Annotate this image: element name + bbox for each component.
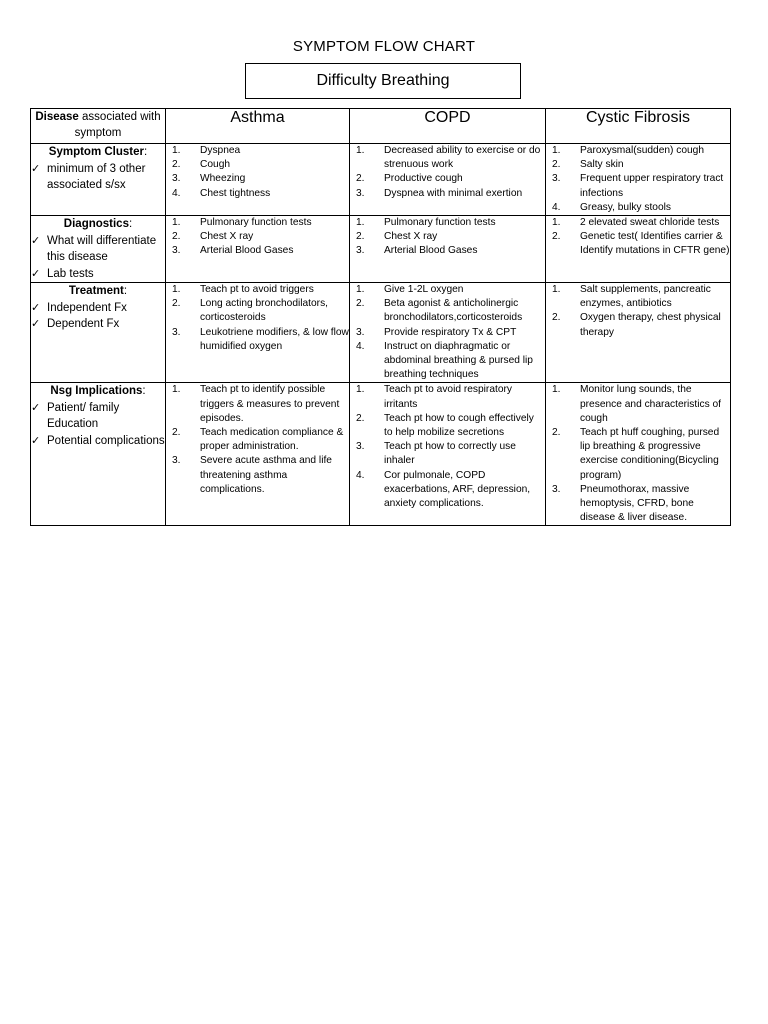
check-list bbox=[31, 300, 165, 333]
list-item bbox=[350, 469, 545, 512]
list-item-text: Decreased ability to exercise or do strenuous work bbox=[384, 145, 541, 171]
list-item bbox=[546, 283, 730, 311]
list-item bbox=[350, 440, 545, 468]
list-item-text: Leukotriene modifiers, & low flow humidified oxygen bbox=[200, 326, 349, 352]
checkmark-icon: ✓ bbox=[31, 434, 41, 447]
list-number: 3. bbox=[172, 173, 181, 185]
list-number: 3. bbox=[356, 187, 365, 199]
numbered-list bbox=[166, 144, 349, 201]
list-item-text: Give 1-2L oxygen bbox=[384, 284, 464, 296]
list-item bbox=[166, 454, 349, 497]
cell-symptom-cluster-asthma bbox=[166, 144, 350, 216]
check-item-text: Independent Fx bbox=[47, 301, 127, 314]
list-item bbox=[350, 297, 545, 325]
list-item-text: Teach medication compliance & proper administration. bbox=[200, 427, 344, 453]
disease-header-copd: COPD bbox=[350, 109, 546, 144]
list-item bbox=[350, 216, 545, 230]
list-item bbox=[546, 311, 730, 339]
list-number: 1. bbox=[172, 217, 181, 229]
row-heading-diagnostics bbox=[31, 216, 166, 283]
cell-symptom-cluster-cystic-fibrosis bbox=[546, 144, 731, 216]
header-row bbox=[31, 109, 731, 144]
list-item-text: Chest X ray bbox=[200, 231, 254, 243]
check-item bbox=[31, 400, 165, 433]
check-item-text: Potential complications bbox=[47, 434, 165, 447]
list-number: 1. bbox=[356, 145, 365, 156]
list-item bbox=[166, 426, 349, 454]
disease-header-cystic-fibrosis: Cystic Fibrosis bbox=[546, 109, 731, 144]
row-heading-nsg-implications bbox=[31, 383, 166, 526]
list-number: 2. bbox=[552, 231, 561, 243]
list-item-text: Arterial Blood Gases bbox=[200, 245, 294, 257]
list-number: 4. bbox=[552, 201, 561, 213]
list-item bbox=[166, 230, 349, 244]
row-heading-suffix: : bbox=[144, 146, 148, 158]
list-item bbox=[546, 158, 730, 172]
row-heading-treatment bbox=[31, 283, 166, 383]
list-item-text: Genetic test( Identifies carrier & Identify mutations in CFTR gene) bbox=[580, 231, 730, 257]
list-item bbox=[350, 326, 545, 340]
list-item bbox=[546, 216, 730, 230]
list-item bbox=[166, 158, 349, 172]
list-item bbox=[546, 483, 730, 526]
checkmark-icon: ✓ bbox=[31, 318, 41, 331]
list-item bbox=[166, 244, 349, 258]
numbered-list bbox=[350, 383, 545, 511]
corner-bold: Disease bbox=[35, 111, 79, 123]
list-item-text: Wheezing bbox=[200, 173, 246, 185]
list-item-text: Pulmonary function tests bbox=[200, 217, 312, 229]
list-item bbox=[166, 216, 349, 230]
list-number: 1. bbox=[172, 384, 181, 396]
row-treatment bbox=[31, 283, 731, 383]
list-item bbox=[350, 144, 545, 172]
cell-treatment-cystic-fibrosis bbox=[546, 283, 731, 383]
list-item bbox=[546, 144, 730, 158]
checkmark-icon: ✓ bbox=[31, 401, 41, 414]
numbered-list bbox=[546, 216, 730, 259]
list-item-text: Cough bbox=[200, 159, 231, 171]
row-heading-text: Diagnostics bbox=[63, 218, 129, 231]
numbered-list bbox=[546, 144, 730, 215]
list-item-text: Chest tightness bbox=[200, 187, 271, 199]
list-item-text: Cor pulmonale, COPD exacerbations, ARF, depression, anxiety complications. bbox=[384, 469, 531, 510]
list-number: 1. bbox=[356, 284, 365, 296]
cell-nsg-implications-copd bbox=[350, 383, 546, 526]
numbered-list bbox=[350, 216, 545, 259]
list-item bbox=[350, 244, 545, 258]
list-item-text: Teach pt to identify possible triggers & measures to prevent episodes. bbox=[200, 384, 340, 424]
list-number: 2. bbox=[172, 159, 181, 171]
subtitle-box bbox=[245, 63, 521, 99]
list-item bbox=[350, 340, 545, 383]
list-number: 1. bbox=[552, 145, 561, 156]
list-item bbox=[546, 172, 730, 200]
cell-treatment-copd bbox=[350, 283, 546, 383]
row-heading-suffix: : bbox=[128, 218, 133, 231]
list-number: 1. bbox=[172, 284, 181, 296]
list-number: 3. bbox=[356, 441, 365, 453]
check-list bbox=[31, 400, 165, 450]
list-item bbox=[546, 230, 730, 258]
list-item bbox=[546, 201, 730, 215]
numbered-list bbox=[546, 283, 730, 340]
list-item-text: Greasy, bulky stools bbox=[580, 201, 671, 213]
table-body bbox=[31, 144, 731, 526]
list-item-text: 2 elevated sweat chloride tests bbox=[580, 217, 720, 229]
cell-diagnostics-cystic-fibrosis bbox=[546, 216, 731, 283]
list-item bbox=[350, 412, 545, 440]
check-item bbox=[31, 266, 165, 283]
list-item bbox=[546, 426, 730, 483]
corner-rest: associated with symptom bbox=[74, 111, 161, 139]
list-item-text: Teach pt to avoid respiratory irritants bbox=[384, 384, 512, 410]
row-heading-text: Nsg Implications bbox=[50, 385, 143, 398]
check-item-text: minimum of 3 other associated s/sx bbox=[47, 162, 146, 191]
list-item-text: Dyspnea with minimal exertion bbox=[384, 187, 523, 199]
numbered-list bbox=[166, 283, 349, 354]
list-item bbox=[166, 326, 349, 354]
list-number: 2. bbox=[552, 312, 561, 324]
list-item bbox=[350, 172, 545, 186]
row-heading-text: Symptom Cluster bbox=[48, 146, 144, 158]
check-list bbox=[31, 161, 165, 194]
checkmark-icon: ✓ bbox=[31, 234, 41, 247]
check-list bbox=[31, 233, 165, 283]
list-item-text: Teach pt huff coughing, pursed lip breathing & progressive exercise conditioning(Bicycling program) bbox=[580, 427, 720, 481]
list-item-text: Teach pt how to cough effectively to help mobilize secretions bbox=[384, 412, 534, 439]
list-number: 3. bbox=[356, 245, 365, 257]
list-item-text: Monitor lung sounds, the presence and characteristics of cough bbox=[580, 384, 721, 424]
row-heading-label bbox=[31, 144, 165, 161]
row-diagnostics bbox=[31, 216, 731, 283]
list-item-text: Severe acute asthma and life threatening asthma complications. bbox=[200, 455, 332, 495]
list-item-text: Frequent upper respiratory tract infections bbox=[580, 173, 724, 199]
list-item-text: Provide respiratory Tx & CPT bbox=[384, 326, 517, 338]
list-number: 3. bbox=[552, 483, 561, 495]
list-item bbox=[350, 383, 545, 411]
numbered-list bbox=[166, 383, 349, 497]
list-number: 2. bbox=[356, 412, 365, 424]
list-number: 1. bbox=[356, 217, 365, 229]
list-item-text: Salty skin bbox=[580, 159, 624, 171]
list-item-text: Arterial Blood Gases bbox=[384, 245, 478, 257]
list-number: 2. bbox=[172, 427, 181, 439]
list-number: 2. bbox=[356, 298, 365, 310]
checkmark-icon: ✓ bbox=[31, 162, 41, 175]
list-item bbox=[350, 283, 545, 297]
check-item-text: Patient/ family Education bbox=[47, 401, 120, 431]
list-number: 2. bbox=[356, 173, 365, 185]
cell-treatment-asthma bbox=[166, 283, 350, 383]
document-title: SYMPTOM FLOW CHART bbox=[292, 38, 476, 55]
list-item-text: Instruct on diaphragmatic or abdominal breathing & pursed lip breathing techniques bbox=[384, 340, 533, 381]
list-item-text: Productive cough bbox=[384, 173, 463, 185]
list-number: 3. bbox=[356, 326, 365, 338]
row-symptom-cluster bbox=[31, 144, 731, 216]
list-item-text: Dyspnea bbox=[200, 145, 241, 156]
list-number: 1. bbox=[552, 384, 561, 396]
check-item bbox=[31, 433, 165, 450]
check-item bbox=[31, 300, 165, 317]
row-heading-symptom-cluster bbox=[31, 144, 166, 216]
list-number: 4. bbox=[172, 187, 181, 199]
numbered-list bbox=[350, 283, 545, 382]
list-number: 2. bbox=[172, 298, 181, 310]
list-number: 1. bbox=[356, 384, 365, 396]
check-item bbox=[31, 233, 165, 266]
cell-nsg-implications-asthma bbox=[166, 383, 350, 526]
row-heading-suffix: : bbox=[142, 385, 146, 398]
check-item-text: Dependent Fx bbox=[47, 318, 120, 331]
list-item-text: Long acting bronchodilators, corticosteroids bbox=[200, 298, 328, 324]
list-item bbox=[546, 383, 730, 426]
list-number: 2. bbox=[172, 231, 181, 243]
list-item bbox=[166, 172, 349, 186]
disease-header-asthma: Asthma bbox=[166, 109, 350, 144]
list-item-text: Salt supplements, pancreatic enzymes, antibiotics bbox=[580, 284, 711, 310]
check-item-text: What will differentiate this disease bbox=[47, 234, 157, 264]
list-number: 4. bbox=[356, 469, 365, 481]
numbered-list bbox=[350, 144, 545, 201]
row-heading-label bbox=[31, 283, 165, 300]
numbered-list bbox=[546, 383, 730, 525]
list-number: 1. bbox=[172, 145, 181, 156]
list-number: 3. bbox=[552, 173, 561, 185]
list-item bbox=[166, 383, 349, 426]
list-item-text: Pneumothorax, massive hemoptysis, CFRD, bone disease & liver disease. bbox=[580, 483, 694, 524]
list-item bbox=[166, 187, 349, 201]
cell-nsg-implications-cystic-fibrosis bbox=[546, 383, 731, 526]
list-number: 2. bbox=[552, 427, 561, 439]
cell-diagnostics-asthma bbox=[166, 216, 350, 283]
list-item bbox=[350, 230, 545, 244]
list-number: 3. bbox=[172, 326, 181, 338]
list-item-text: Teach pt to avoid triggers bbox=[200, 284, 314, 296]
list-item bbox=[166, 144, 349, 158]
list-item bbox=[350, 187, 545, 201]
list-number: 2. bbox=[356, 231, 365, 243]
row-heading-text: Treatment bbox=[68, 285, 124, 298]
row-heading-suffix: : bbox=[123, 285, 128, 298]
list-number: 3. bbox=[172, 455, 181, 467]
row-heading-label bbox=[31, 216, 165, 233]
cell-diagnostics-copd bbox=[350, 216, 546, 283]
checkmark-icon: ✓ bbox=[31, 267, 41, 280]
subtitle-text: Difficulty Breathing bbox=[316, 72, 450, 89]
list-number: 1. bbox=[552, 284, 561, 296]
check-item bbox=[31, 161, 165, 194]
list-item-text: Teach pt how to correctly use inhaler bbox=[384, 441, 516, 467]
checkmark-icon: ✓ bbox=[31, 301, 41, 314]
list-number: 2. bbox=[552, 159, 561, 171]
cell-symptom-cluster-copd bbox=[350, 144, 546, 216]
list-number: 1. bbox=[552, 217, 561, 229]
list-number: 4. bbox=[356, 340, 365, 352]
list-number: 3. bbox=[172, 245, 181, 257]
row-nsg-implications bbox=[31, 383, 731, 526]
list-item-text: Oxygen therapy, chest physical therapy bbox=[580, 312, 721, 338]
numbered-list bbox=[166, 216, 349, 259]
row-heading-label bbox=[31, 383, 165, 400]
list-item bbox=[166, 297, 349, 325]
corner-header bbox=[31, 109, 166, 144]
list-item-text: Beta agonist & anticholinergic bronchodilators,corticosteroids bbox=[384, 298, 523, 324]
list-item-text: Chest X ray bbox=[384, 231, 438, 243]
symptom-table bbox=[30, 108, 731, 526]
list-item-text: Paroxysmal(sudden) cough bbox=[580, 145, 705, 156]
list-item bbox=[166, 283, 349, 297]
check-item-text: Lab tests bbox=[47, 267, 94, 280]
check-item bbox=[31, 316, 165, 333]
list-item-text: Pulmonary function tests bbox=[384, 217, 496, 229]
